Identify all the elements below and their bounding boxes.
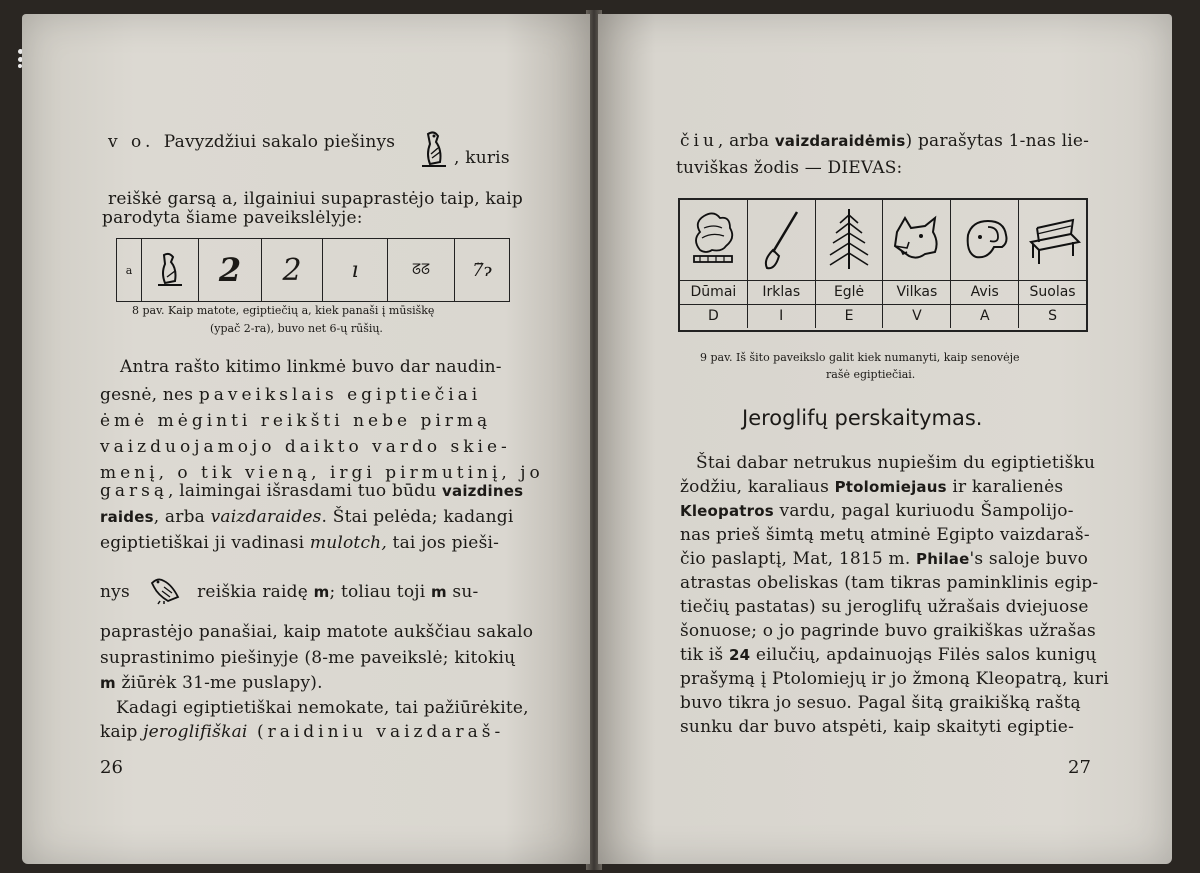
fig9-word-2: Irklas [748, 281, 816, 304]
oar-icon [759, 208, 803, 272]
fig9-letter-5: A [951, 305, 1019, 328]
right-para-7: tiečių pastatas) su jeroglifų užrašais dviejuose [680, 597, 1089, 617]
fig8-cell-a: a [117, 239, 142, 301]
bench-icon [1023, 212, 1083, 268]
right-para-6: atrastas obeliskas (tam tikras paminklinis egip- [680, 573, 1099, 593]
fig9-word-6: Suolas [1029, 284, 1076, 300]
right-para-8: šonuose; o jo pagrinde buvo graikiškas užrašas [680, 621, 1096, 641]
left-line-1-end: , kuris [454, 148, 510, 168]
left-para-9: nys reiškia raidę m; toliau toji m su- [100, 575, 478, 605]
right-para-1: Štai dabar netrukus nupiešim du egiptietišku [696, 453, 1096, 473]
right-para-11: buvo tikra jo sesuo. Pagal šitą graikišką raštą [680, 693, 1081, 713]
right-para-9: tik iš 24 eilučių, apdainuojąs Filės salos kunigų [680, 645, 1097, 665]
left-para-14: kaip jeroglifiškai (raidiniu vaizdaraš- [100, 722, 505, 742]
fig8-cell-2-bold: 2 [199, 239, 262, 301]
right-line-1: čiu, arba vaizdaraidėmis) parašytas 1-nas lie- [680, 131, 1090, 151]
fig9-letter-3: E [816, 305, 884, 328]
smoke-fire-icon [688, 208, 738, 272]
fig9-caption-line-1: 9 pav. Iš šito paveikslo galit kiek numanyti, kaip senovėje [700, 351, 1020, 364]
right-para-5: čio paslaptį, Mat, 1815 m. Philae's saloje buvo [680, 549, 1089, 569]
left-para-8: egiptietiškai ji vadinasi mulotch, tai jos pieši- [100, 533, 500, 553]
fig9-pic-smoke [680, 200, 748, 280]
figure-9-dievas-table [678, 198, 1088, 332]
left-para-12: m žiūrėk 31-me puslapy). [100, 673, 323, 693]
fig9-pic-wolf [883, 200, 951, 280]
fig9-letter-1: D [680, 305, 748, 328]
fig9-letter-6: S [1048, 308, 1057, 324]
fig9-pic-fir [816, 200, 884, 280]
right-line-2: tuviškas žodis — DIEVAS: [676, 158, 903, 178]
left-para-5: menį, o tik vieną, irgi pirmutinį, jo [100, 463, 544, 483]
fig9-pic-sheep [951, 200, 1019, 280]
left-line-3: parodyta šiame paveikslėlyje: [102, 208, 363, 228]
left-page-number: 26 [100, 757, 123, 778]
fig8-caption-line-2: (ypač 2-ra), buvo net 6-ų rūšių. [210, 322, 383, 335]
right-page-number: 27 [1068, 757, 1091, 778]
fig9-letter-2: I [748, 305, 816, 328]
fig9-letter-4: V [883, 305, 951, 328]
fig9-word-4: Vilkas [883, 281, 951, 304]
falcon-hieroglyph-icon [155, 251, 185, 289]
section-heading: Jeroglifų perskaitymas. [742, 406, 983, 430]
left-para-11: suprastinimo piešinyje (8-me paveikslė; kitokių [100, 648, 516, 668]
falcon-hieroglyph-icon [418, 128, 450, 170]
left-para-2: gesnė, nes paveikslais egiptiečiai [100, 385, 482, 405]
fig8-cell-cursive: ᘔᘔ [388, 239, 455, 301]
fig8-cell-2-thin: 2 [262, 239, 323, 301]
fir-tree-icon [826, 207, 872, 273]
left-para-3: ėmė mėginti reikšti nebe pirmą [100, 411, 492, 431]
right-para-10: prašymą į Ptolomiejų ir jo žmoną Kleopatrą, kuri [680, 669, 1109, 689]
left-para-10: paprastėjo panašiai, kaip matote aukščiau sakalo [100, 622, 534, 642]
fig9-caption-line-2: rašė egiptiečiai. [826, 368, 916, 381]
left-line-1: v o. Pavyzdžiui sakalo piešinys [108, 132, 396, 152]
fig9-word-3: Eglė [816, 281, 884, 304]
fig8-cell-small: ı [323, 239, 388, 301]
fig9-word-1: Dūmai [680, 281, 748, 304]
left-para-13: Kadagi egiptietiškai nemokate, tai pažiūrėkite, [116, 698, 529, 718]
wolf-head-icon [889, 212, 945, 268]
right-para-2: žodžiu, karaliaus Ptolomiejaus ir karalienės [680, 477, 1064, 497]
right-para-3: Kleopatros vardu, pagal kuriuodu Šampolijo- [680, 501, 1074, 521]
left-para-1: Antra rašto kitimo linkmė buvo dar naudin- [120, 357, 502, 377]
owl-hieroglyph-icon [148, 575, 184, 605]
right-para-12: sunku dar buvo atspėti, kaip skaityti egiptie- [680, 717, 1075, 737]
left-para-7: raides, arba vaizdaraides. Štai pelėda; kadangi [100, 507, 514, 527]
fig8-cell-demotic: 7̈ɂ [472, 259, 492, 281]
fig9-pic-bench [1019, 200, 1086, 280]
left-para-4: vaizduojamojo daikto vardo skie- [100, 437, 511, 457]
figure-8-falcon-simplification [116, 238, 510, 302]
sheep-head-icon [958, 213, 1012, 267]
left-line-2: reiškė garsą a, ilgainiui supaprastėjo taip, kaip [108, 189, 523, 209]
left-para-6: garsą, laimingai išrasdami tuo būdu vaizdines [100, 481, 524, 501]
right-para-4: nas prieš šimtą metų atminė Egipto vaizdaraš- [680, 525, 1090, 545]
fig8-caption-line-1: 8 pav. Kaip matote, egiptiečių a, kiek panaši į mūsiškę [132, 304, 435, 317]
fig8-cell-falcon [142, 239, 199, 301]
fig9-word-5: Avis [951, 281, 1019, 304]
fig9-pic-oar [748, 200, 816, 280]
